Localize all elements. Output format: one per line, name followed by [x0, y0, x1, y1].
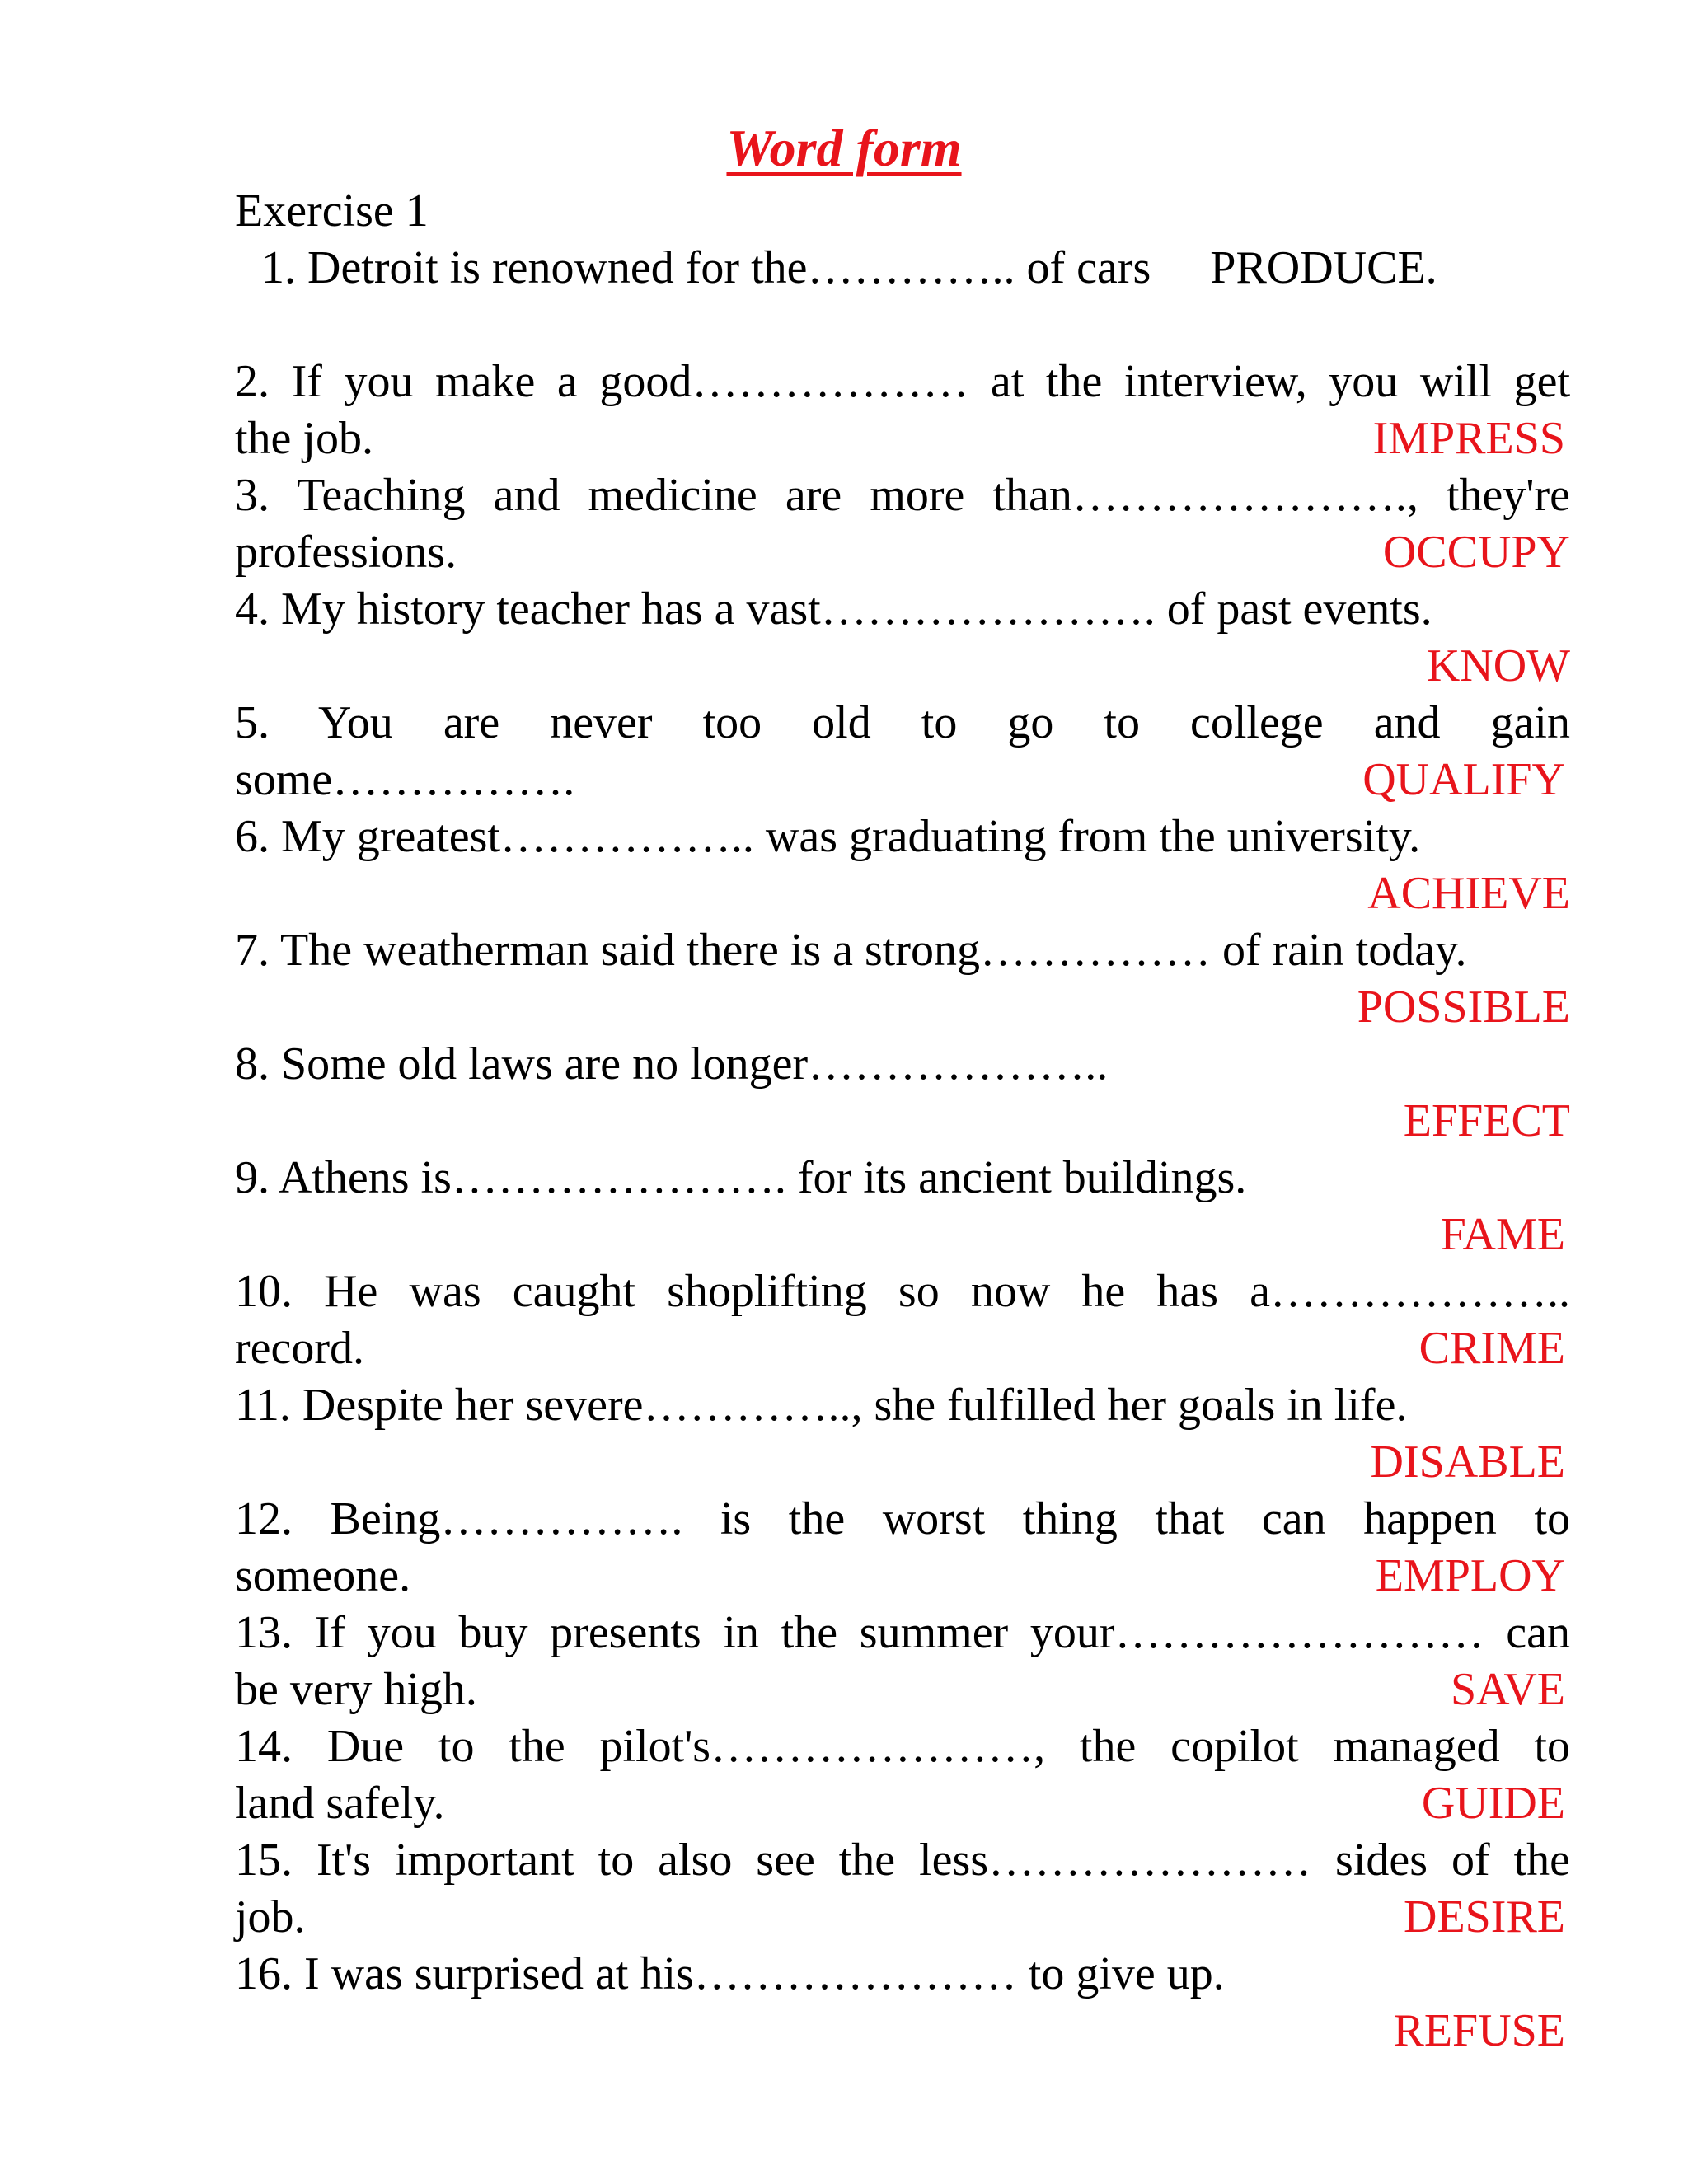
question-text: record.	[235, 1323, 365, 1374]
question-14-line-2	[235, 1775, 1570, 1832]
base-word: DESIRE	[1404, 1891, 1565, 1943]
exercise-heading: Exercise 1	[235, 185, 429, 237]
question-text: 1. Detroit is renowned for the………….. of cars	[261, 242, 1151, 293]
question-3-line-2	[235, 524, 1570, 581]
base-word: SAVE	[1450, 1664, 1565, 1715]
question-11-line-1: 11. Despite her severe………….., she fulfilled her goals in life.	[235, 1380, 1408, 1431]
base-word: EMPLOY	[1375, 1550, 1565, 1601]
question-7-line-1: 7. The weatherman said there is a strong…………… of rain today.	[235, 925, 1467, 976]
question-10-line-2	[235, 1320, 1570, 1377]
base-word: IMPRESS	[1372, 413, 1565, 464]
question-7-word: POSSIBLE	[1357, 982, 1570, 1033]
base-word: OCCUPY	[1382, 527, 1570, 578]
question-2-line-2	[235, 410, 1570, 467]
question-12-line-1: 12. Being……………. is the worst thing that can happen to	[235, 1493, 1570, 1544]
question-16-word: REFUSE	[1393, 2005, 1565, 2056]
question-16-line-1: 16. I was surprised at his………………… to give up.	[235, 1948, 1225, 1999]
question-2-line-1: 2. If you make a good……………… at the interview, you will get	[235, 356, 1570, 407]
question-12-line-2	[235, 1548, 1570, 1605]
question-text: job.	[235, 1891, 306, 1943]
question-text: some…………….	[235, 754, 575, 805]
question-text: land safely.	[235, 1778, 445, 1829]
question-14-line-1: 14. Due to the pilot's…………………, the copilot managed to	[235, 1721, 1570, 1772]
question-13-line-2	[235, 1661, 1570, 1718]
question-4-word: KNOW	[1426, 640, 1570, 691]
question-6-line-1: 6. My greatest…………….. was graduating from the university.	[235, 811, 1421, 862]
base-word: QUALIFY	[1362, 754, 1565, 805]
question-13-line-1: 13. If you buy presents in the summer your…………………… can	[235, 1607, 1570, 1658]
question-9-word: FAME	[1440, 1209, 1565, 1260]
exercise-body	[235, 183, 1570, 2060]
question-1	[235, 240, 1570, 297]
question-3-line-1: 3. Teaching and medicine are more than…………………., they're	[235, 470, 1570, 521]
question-6-word: ACHIEVE	[1367, 868, 1570, 919]
question-8-word: EFFECT	[1403, 1095, 1570, 1146]
question-15-line-2	[235, 1889, 1570, 1946]
question-5-line-2	[235, 752, 1570, 808]
question-10-line-1: 10. He was caught shoplifting so now he has a………………..	[235, 1266, 1570, 1317]
page-title: Word form	[726, 119, 962, 177]
question-9-line-1: 9. Athens is…………………. for its ancient buildings.	[235, 1152, 1247, 1203]
question-text: someone.	[235, 1550, 411, 1601]
question-15-line-1: 15. It's important to also see the less………………… sides of the	[235, 1835, 1570, 1886]
base-word: GUIDE	[1421, 1778, 1565, 1829]
question-text: be very high.	[235, 1664, 477, 1715]
question-8-line-1: 8. Some old laws are no longer………………..	[235, 1038, 1109, 1090]
question-11-word: DISABLE	[1370, 1436, 1565, 1488]
spacer	[235, 297, 1570, 354]
base-word: CRIME	[1418, 1323, 1565, 1374]
question-5-line-1: 5. You are never too old to go to college and gain	[235, 697, 1570, 748]
question-text: professions.	[235, 527, 457, 578]
base-word: PRODUCE.	[1210, 242, 1437, 293]
question-4-line-1: 4. My history teacher has a vast…………………. of past events.	[235, 583, 1432, 635]
question-text: the job.	[235, 413, 373, 464]
